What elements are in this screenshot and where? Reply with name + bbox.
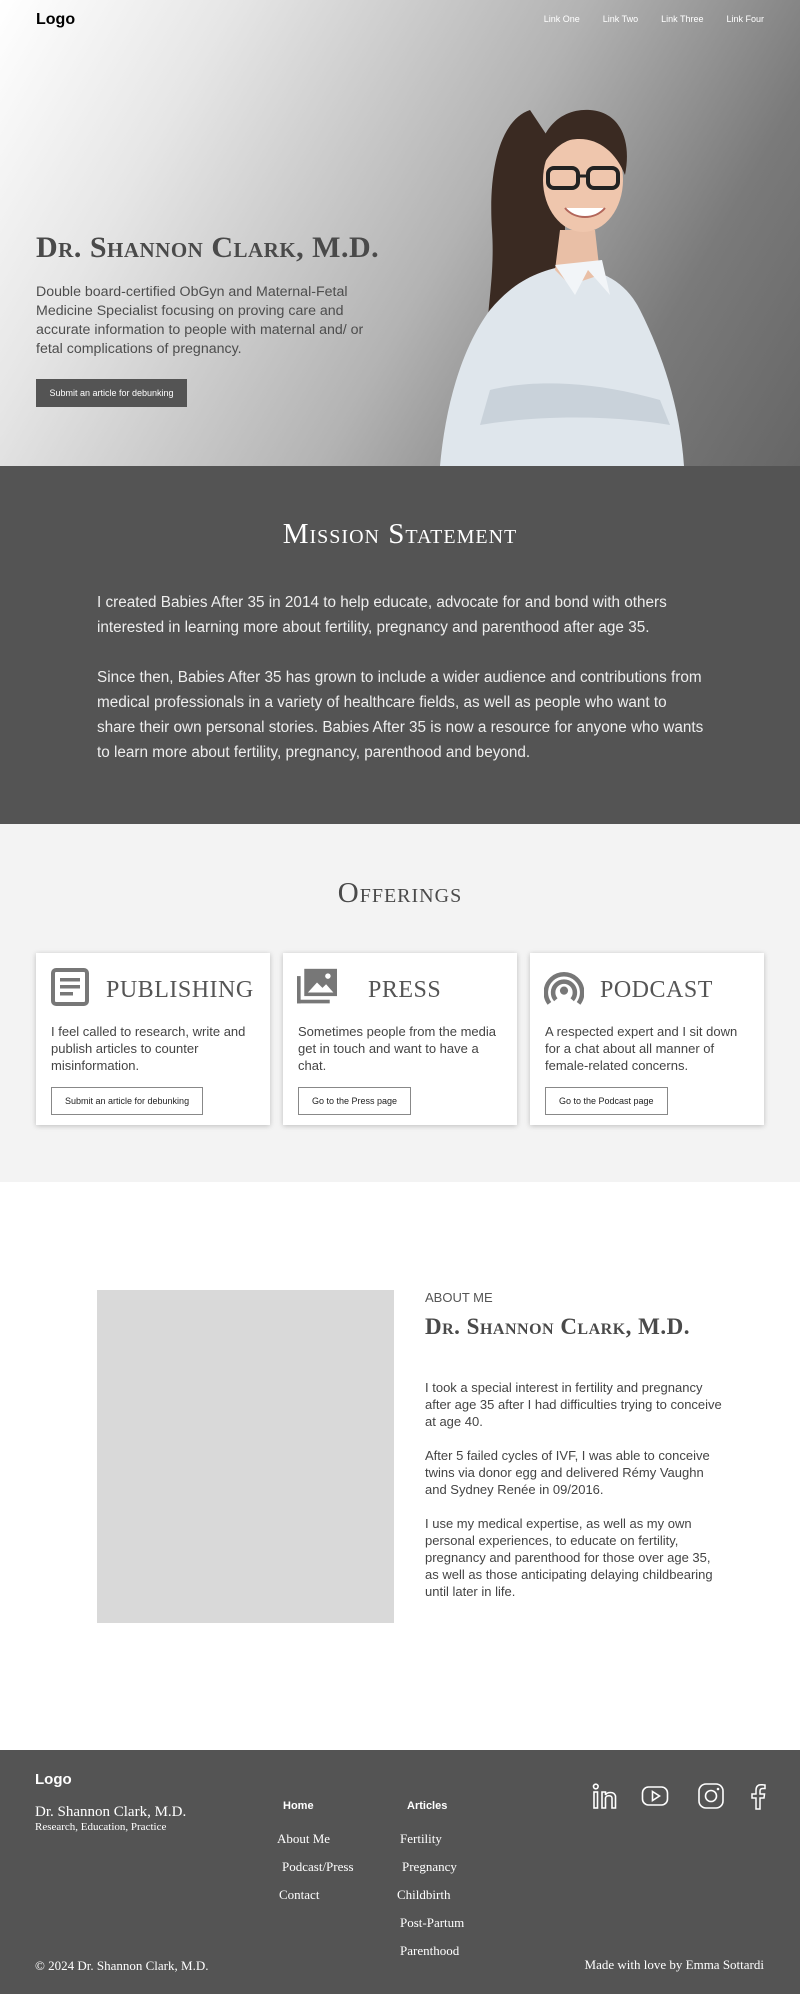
facebook-icon[interactable] [744,1782,772,1810]
hero-description: Double board-certified ObGyn and Maternal-Fetal Medicine Specialist focusing on proving care and accurate information to people with maternal and/ or fetal complications of pregnancy. [36,284,364,357]
main-nav [521,14,764,24]
about-paragraph-2: After 5 failed cycles of IVF, I was able to conceive twins via donor egg and delivered Rémy Vaughn and Sydney Renée in 09/2016. [425,1448,710,1497]
footer-tagline: Research, Education, Practice [35,1821,167,1833]
about-section [0,1182,800,1750]
footer-link-parenthood[interactable]: Parenthood [400,1943,460,1958]
logo[interactable]: Logo [36,11,76,28]
nav-link-two[interactable]: Link Two [602,14,639,24]
footer-link-about[interactable]: About Me [277,1831,331,1846]
podcast-icon [544,967,584,1007]
about-paragraph-1: I took a special interest in fertility and pregnancy after age 35 after I had difficulties trying to conceive at age 40. [425,1380,722,1429]
footer-heading-articles[interactable]: Articles [407,1800,448,1812]
mission-section [0,466,800,824]
instagram-icon[interactable] [697,1782,725,1810]
footer-link-contact[interactable]: Contact [279,1887,320,1902]
footer-logo[interactable]: Logo [35,1771,72,1788]
card-description: I feel called to research, write and publish articles to counter misinformation. [51,1024,246,1073]
footer-link-podcast-press[interactable]: Podcast/Press [282,1859,354,1874]
footer-name: Dr. Shannon Clark, M.D. [35,1804,187,1820]
press-page-button[interactable]: Go to the Press page [298,1087,411,1115]
mission-paragraph-1: I created Babies After 35 in 2014 to help educate, advocate for and bond with others interested in learning more about fertility, pregnancy and parenthood after age 35. [97,594,667,636]
offering-card-podcast [530,953,764,1125]
nav-link-three[interactable]: Link Three [661,14,704,24]
card-description: Sometimes people from the media get in touch and want to have a chat. [298,1024,496,1073]
footer-link-pregnancy[interactable]: Pregnancy [402,1859,457,1874]
about-image-placeholder [97,1290,394,1623]
card-title: PODCAST [600,977,713,1003]
about-title: Dr. Shannon Clark, M.D. [425,1314,690,1339]
offerings-section [0,824,800,1182]
offering-card-publishing [36,953,270,1125]
footer-heading-home[interactable]: Home [283,1800,314,1812]
article-icon [50,967,90,1007]
footer [0,1750,800,1994]
youtube-icon[interactable] [641,1782,669,1810]
copyright: © 2024 Dr. Shannon Clark, M.D. [35,1958,209,1973]
hero-section [0,0,800,466]
nav-link-one[interactable]: Link One [543,14,580,24]
podcast-page-button[interactable]: Go to the Podcast page [545,1087,668,1115]
card-title: PUBLISHING [106,977,254,1003]
nav-link-four[interactable]: Link Four [726,14,764,24]
footer-link-childbirth[interactable]: Childbirth [397,1887,451,1902]
card-description: A respected expert and I sit down for a chat about all manner of female-related concerns. [545,1024,738,1073]
hero-title: Dr. Shannon Clark, M.D. [36,231,380,264]
footer-link-post-partum[interactable]: Post-Partum [400,1915,465,1930]
mission-title: Mission Statement [282,518,518,550]
offering-card-press [283,953,517,1125]
mission-paragraph-2: Since then, Babies After 35 has grown to include a wider audience and contributions from medical professionals in a variety of healthcare fields, as well as people who want to share their own personal stories. Babies After 35 is now a resource for anyone who wants to learn more about fertility, pregnancy, parenthood and beyond. [97,669,704,761]
portrait-photo [420,80,704,466]
linkedin-icon[interactable] [592,1782,620,1810]
about-paragraph-3: I use my medical expertise, as well as my own personal experiences, to educate on fertility, pregnancy and parenthood for those over age 35, as well as those anticipating delaying childbearing until later in life. [425,1516,713,1599]
footer-link-fertility[interactable]: Fertility [400,1831,442,1846]
offerings-title: Offerings [337,877,463,909]
gallery-icon [297,967,337,1007]
submit-article-card-button[interactable]: Submit an article for debunking [51,1087,203,1115]
about-kicker: ABOUT ME [425,1290,493,1305]
submit-article-button[interactable]: Submit an article for debunking [36,379,187,407]
credit: Made with love by Emma Sottardi [584,1957,764,1972]
card-title: PRESS [368,977,442,1003]
